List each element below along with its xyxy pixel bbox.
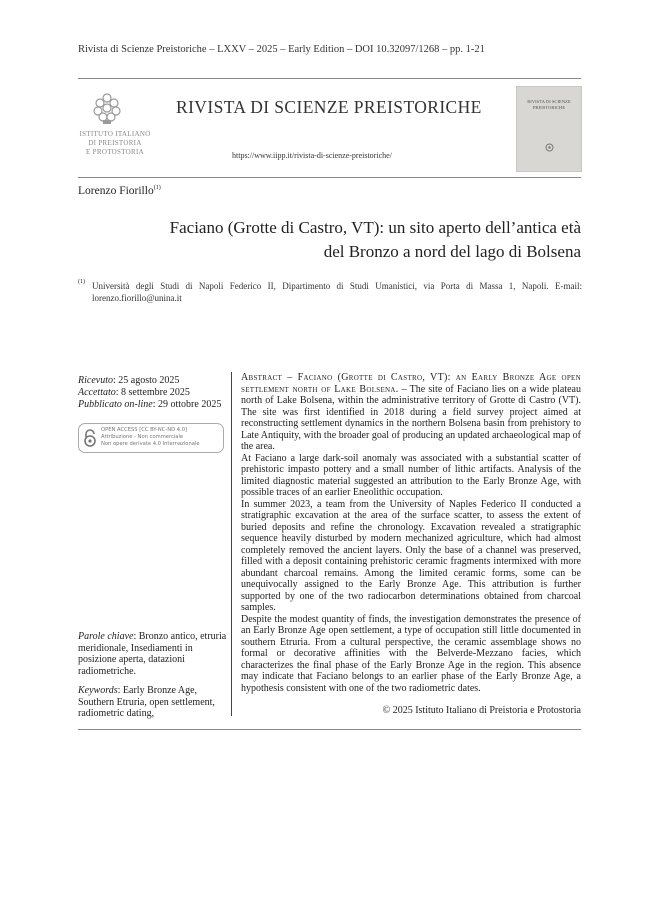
running-head: Rivista di Scienze Preistoriche – LXXV – 2025 – Early Edition – DOI 10.32097/1268 – pp. 1-21 bbox=[78, 44, 485, 55]
abstract-paragraph: Despite the modest quantity of finds, the investigation demonstrates the presence of an Early Bronze Age open settlement, a type of occupation still little documented in southern Etruria. From a cultural perspective, the ceramic assemblage shows no formal or decorative affinities with the Belverde-Mezzano facies, which characterizes the final phase of the Early Bronze Age in the region. This absence may indicate that Faciano belongs to an earlier phase of the Early Bronze Age, a hypothesis consistent with one of the two radiometric dates. bbox=[241, 613, 581, 694]
abstract-paragraph: In summer 2023, a team from the University of Naples Federico II conducted a stratigraphic excavation at the area of the surface scatter, to assess the extent of buried deposits and refine the chronology. Excavation revealed a stratigraphic sequence heavily disturbed by modern mechanized agriculture, which had almost completely removed the ancient layers. Only the base of a channel was preserved, filled with a deposit containing prehistoric ceramic fragments intermixed with more abundant charcoal remains. Among the limited ceramic forms, some can be unequivocally assigned to the Early Bronze Age. This attribution is further supported by one of the two radiocarbon determinations obtained from charcoal samples. bbox=[241, 498, 581, 613]
institute-line: DI PREISTORIA bbox=[88, 139, 142, 147]
keywords-italian bbox=[78, 631, 228, 677]
footer-rule bbox=[78, 729, 581, 730]
abstract-paragraph-text: – The site of Faciano lies on a wide plateau north of Lake Bolsena, within the administrative territory of Grotte di Castro (VT). The site was first identified in 2018 during a field survey project aimed at reconstructing settlement dynamics in the northern Bolsena basin from prehistory to Late Antiquity, with the broader goal of producing an updated archaeological map of the area. bbox=[241, 383, 581, 452]
license-badge[interactable] bbox=[78, 423, 224, 453]
published-date: Pubblicato on-line: 29 ottobre 2025 bbox=[78, 399, 222, 410]
article-title bbox=[111, 216, 581, 264]
abstract bbox=[241, 372, 581, 694]
keywords-english-label: Keywords bbox=[78, 685, 118, 696]
keywords-english-text: : Early Bronze Age, Southern Etruria, open settlement, radiometric dating, bbox=[78, 685, 215, 719]
header-bottom-rule bbox=[78, 177, 581, 178]
copyright-notice: © 2025 Istituto Italiano di Preistoria e Protostoria bbox=[382, 705, 581, 716]
title-line: Faciano (Grotte di Castro, VT): un sito aperto dell’antica età bbox=[169, 218, 581, 237]
abstract-heading: Abstract – Faciano (Grotte di Castro, VT): an Early Bronze Age open settlement north of Lake Bolsena. bbox=[241, 372, 581, 395]
accepted-date: Accettato: 8 settembre 2025 bbox=[78, 387, 190, 398]
accepted-label: Accettato bbox=[78, 387, 116, 398]
abstract-paragraph: At Faciano a large dark-soil anomaly was associated with a substantial scatter of prehistoric impasto pottery and a small number of lithic artifacts. Analysis of the limited diagnostic material suggested an attribution to the Early Bronze Age, with possible traces of an earlier Eneolithic occupation. bbox=[241, 452, 581, 498]
institute-line: ISTITUTO ITALIANO bbox=[79, 130, 151, 138]
published-label: Pubblicato on-line bbox=[78, 399, 153, 410]
author-affiliation-mark: (1) bbox=[153, 185, 161, 192]
open-access-icon bbox=[83, 429, 97, 447]
author-name bbox=[78, 185, 161, 197]
keywords-english bbox=[78, 685, 228, 720]
journal-title: RIVISTA DI SCIENZE PREISTORICHE bbox=[176, 97, 482, 117]
received-label: Ricevuto bbox=[78, 375, 113, 386]
institute-line: E PROTOSTORIA bbox=[86, 148, 144, 156]
header-top-rule bbox=[78, 78, 581, 79]
column-divider bbox=[231, 372, 232, 716]
cover-emblem-icon bbox=[545, 143, 554, 152]
abstract-paragraph bbox=[241, 372, 581, 453]
cover-title: RIVISTA DI SCIENZE PREISTORICHE bbox=[527, 99, 571, 110]
author-name-text: Lorenzo Fiorillo bbox=[78, 185, 154, 197]
article-dates bbox=[78, 375, 228, 411]
keywords-italian-text: : Bronzo antico, etruria meridionale, Insediamenti in posizione aperta, datazioni radiometriche. bbox=[78, 631, 227, 677]
license-line: Non opere derivate 4.0 Internazionale bbox=[101, 441, 200, 447]
institute-emblem-icon bbox=[90, 90, 124, 126]
license-line: Attribuzione - Non commerciale bbox=[101, 434, 184, 440]
title-line: del Bronzo a nord del lago di Bolsena bbox=[323, 242, 581, 261]
journal-cover-thumbnail bbox=[516, 86, 582, 172]
license-line: OPEN ACCESS [CC BY-NC-ND 4.0] bbox=[101, 427, 188, 433]
received-date: Ricevuto: 25 agosto 2025 bbox=[78, 375, 180, 386]
keywords-italian-label: Parole chiave bbox=[78, 631, 134, 642]
journal-url[interactable]: https://www.iipp.it/rivista-di-scienze-preistoriche/ bbox=[232, 151, 392, 160]
affiliation: Università degli Studi di Napoli Federico II, Dipartimento di Studi Umanistici, via Porta di Massa 1, Napoli. E-mail: lorenzo.fiorillo@unina.it bbox=[92, 281, 582, 303]
license-text bbox=[101, 427, 200, 448]
institute-name bbox=[78, 130, 152, 157]
affiliation-mark: (1) bbox=[78, 279, 85, 285]
